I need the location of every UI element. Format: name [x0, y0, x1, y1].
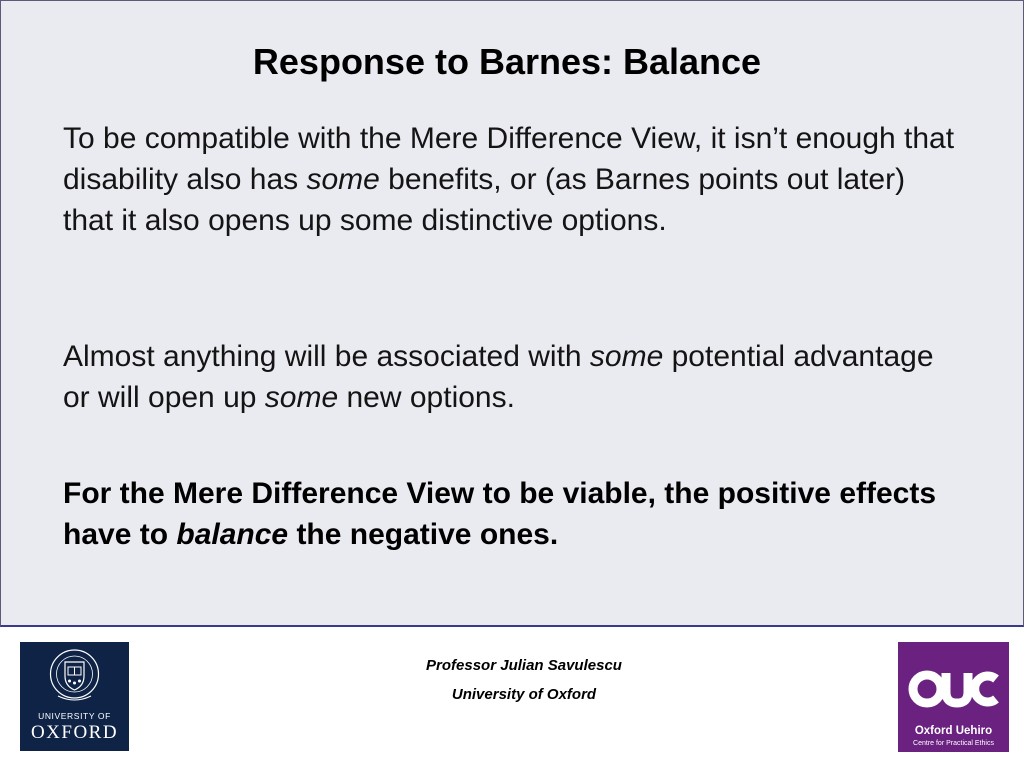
paragraph-text: new options. [338, 381, 515, 414]
uehiro-logo-name: Oxford Uehiro [914, 725, 993, 737]
paragraph-text: To be compatible with the Mere Difference View, it isn’t enough that disability also has [63, 122, 955, 196]
uehiro-logo-subtitle: Centre for Practical Ethics [913, 740, 994, 747]
paragraph-text: For the Mere Difference View to be viable, the positive effects have to [63, 477, 937, 551]
paragraph-text: potential advantage or will open up [63, 340, 934, 414]
presenter-name: Professor Julian Savulescu [426, 657, 622, 674]
paragraph-text: the negative ones. [288, 518, 559, 551]
oxford-logo-line2: OXFORD [30, 722, 119, 743]
paragraph-conclusion [63, 473, 963, 555]
emphasis-text: balance [176, 518, 289, 551]
institution-name: University of Oxford [451, 686, 597, 703]
oxford-uehiro-logo [898, 642, 1009, 752]
paragraph-compatibility [63, 118, 963, 241]
paragraph-text: benefits, or (as Barnes points out later) that it also opens up some distinctive options. [63, 163, 906, 237]
ouc-mark-icon [906, 664, 1001, 714]
oxford-logo-line1: UNIVERSITY OF [38, 711, 111, 721]
slide-title: Response to Barnes: Balance [252, 41, 762, 82]
emphasis-text: some [306, 163, 380, 196]
paragraph-text: Almost anything will be associated with [63, 340, 590, 373]
emphasis-text: some [589, 340, 664, 373]
paragraph-advantage [63, 336, 963, 418]
emphasis-text: some [264, 381, 339, 414]
